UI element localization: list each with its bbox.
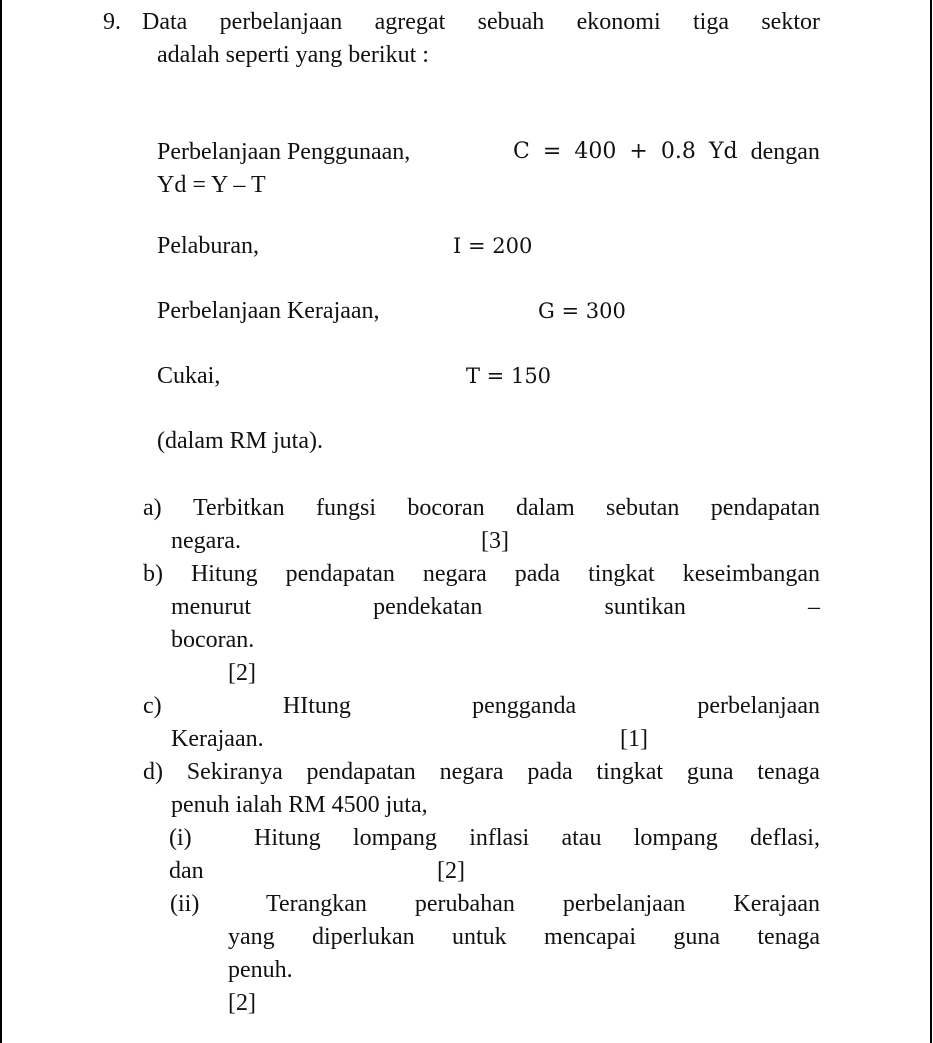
- tax-label: Cukai,: [157, 363, 221, 389]
- word: inflasi: [469, 825, 530, 851]
- word: diperlukan: [312, 924, 415, 950]
- question-number: 9.: [103, 9, 121, 35]
- word: sebuah: [477, 9, 545, 35]
- part-c-marks: [1]: [620, 726, 648, 752]
- word: negara: [422, 561, 487, 587]
- word: Sekiranya: [186, 759, 283, 785]
- part-a-line2: negara.: [171, 528, 241, 554]
- word: lompang: [352, 825, 437, 851]
- page-border-left: [0, 0, 2, 1043]
- question-intro-line1: [142, 8, 820, 36]
- eq-term: =: [542, 139, 562, 164]
- government-equation: G = 300: [538, 299, 626, 323]
- word: Hitung: [254, 825, 321, 851]
- word: d): [143, 759, 163, 785]
- part-b-line1: [143, 560, 820, 588]
- part-d-ii-line3: penuh.: [228, 957, 293, 983]
- word: Kerajaan: [733, 891, 820, 917]
- word: Terbitkan: [193, 495, 285, 521]
- part-d-ii-label: (ii): [170, 891, 200, 917]
- word: keseimbangan: [682, 561, 820, 587]
- word: deflasi,: [749, 825, 820, 851]
- word: suntikan: [604, 594, 686, 620]
- part-d-ii-marks: [2]: [228, 990, 256, 1016]
- word: atau: [561, 825, 602, 851]
- word: pendapatan: [710, 495, 820, 521]
- government-label: Perbelanjaan Kerajaan,: [157, 298, 380, 324]
- part-d-line1: [143, 758, 820, 786]
- word: lompang: [633, 825, 718, 851]
- word: Terangkan: [266, 891, 367, 917]
- word: perubahan: [414, 891, 515, 917]
- eq-term: 400: [574, 139, 617, 164]
- word: untuk: [452, 924, 507, 950]
- word: yang: [228, 924, 275, 950]
- part-a-marks: [3]: [481, 528, 509, 554]
- word: negara: [439, 759, 504, 785]
- eq-term: 0.8: [660, 139, 696, 164]
- word: guna: [686, 759, 734, 785]
- word: guna: [673, 924, 721, 950]
- word: b): [143, 561, 163, 587]
- word: pada: [514, 561, 561, 587]
- word: –: [807, 594, 820, 620]
- word: perbelanjaan: [697, 693, 820, 719]
- word: Data: [142, 9, 188, 35]
- eq-term: C: [513, 139, 530, 164]
- word: fungsi: [316, 495, 376, 521]
- investment-equation: I = 200: [453, 234, 533, 258]
- word: tenaga: [757, 924, 820, 950]
- part-d-line2: penuh ialah RM 4500 juta,: [171, 792, 428, 818]
- word: pada: [527, 759, 573, 785]
- consumption-label: Perbelanjaan Penggunaan,: [157, 139, 411, 165]
- page-border-right: [930, 0, 932, 1043]
- word: sektor: [761, 9, 820, 35]
- eq-term: +: [629, 139, 648, 164]
- consumption-equation: [513, 138, 820, 166]
- word: c): [143, 693, 162, 719]
- word: menurut: [171, 594, 251, 620]
- eq-term: dengan: [750, 139, 820, 165]
- part-c-line2: Kerajaan.: [171, 726, 264, 752]
- part-b-line3: bocoran.: [171, 627, 255, 653]
- tax-equation: T = 150: [466, 364, 552, 388]
- units-note: (dalam RM juta).: [157, 428, 323, 454]
- word: sebutan: [606, 495, 680, 521]
- word: tingkat: [588, 561, 655, 587]
- part-d-i-marks: [2]: [437, 858, 465, 884]
- disposable-income-equation: Yd = Y – T: [157, 172, 266, 198]
- word: ekonomi: [576, 9, 661, 35]
- eq-term: Yd: [708, 139, 738, 164]
- word: HItung: [282, 693, 351, 719]
- word: dalam: [516, 495, 575, 521]
- part-d-i-line2: dan: [169, 858, 204, 884]
- word: tingkat: [596, 759, 664, 785]
- part-c-line1: [143, 692, 820, 720]
- part-d-i-label: (i): [169, 825, 192, 851]
- word: pendekatan: [373, 594, 483, 620]
- word: pengganda: [472, 693, 577, 719]
- word: tiga: [692, 9, 729, 35]
- part-d-i-line1: [254, 824, 820, 852]
- word: perbelanjaan: [562, 891, 686, 917]
- word: agregat: [374, 9, 446, 35]
- question-intro-line2: adalah seperti yang berikut :: [157, 42, 429, 68]
- part-a-line1: [143, 494, 820, 522]
- word: tenaga: [757, 759, 820, 785]
- word: a): [143, 495, 162, 521]
- word: Hitung: [190, 561, 258, 587]
- part-b-line2: [171, 593, 820, 621]
- word: bocoran: [407, 495, 485, 521]
- word: pendapatan: [306, 759, 416, 785]
- part-d-ii-line2: [228, 923, 820, 951]
- investment-label: Pelaburan,: [157, 233, 259, 259]
- word: perbelanjaan: [219, 9, 343, 35]
- word: mencapai: [544, 924, 636, 950]
- part-d-ii-line1: [266, 890, 820, 918]
- part-b-marks: [2]: [228, 660, 256, 686]
- word: pendapatan: [285, 561, 395, 587]
